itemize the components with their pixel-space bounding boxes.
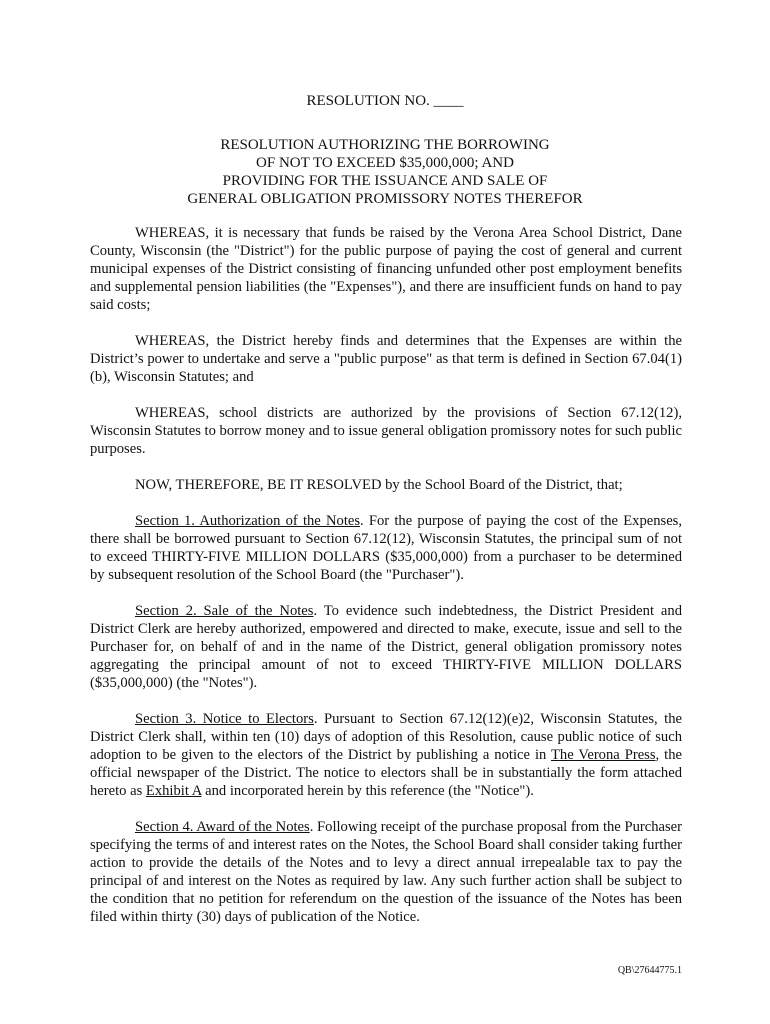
section-1-text: . For the purpose of paying the cost of the Expenses, there shall be borrowed pursuant to Section 67.12(12), Wisconsin Statutes, the principal sum of not to exceed THIRTY-FIVE MILLION DOLLARS ($35,000,000) from a purchaser to be determined by subsequent resolution of the School Board (the "Purchaser"). [90, 513, 682, 583]
section-2 [90, 602, 682, 692]
section-3-text-a: . Pursuant to Section 67.12(12)(e)2, Wisconsin Statutes, the District Clerk shall, within ten (10) days of adoption of this Resolution, cause public notice of such adoption to be given to the electors of the District by publishing a notice in [90, 711, 682, 763]
whereas-paragraph-2: WHEREAS, the District hereby finds and determines that the Expenses are within the District’s power to undertake and serve a "public purpose" as that term is defined in Section 67.04(1)(b), Wisconsin Statutes; and [90, 333, 682, 385]
document-id: QB\27644775.1 [617, 965, 682, 976]
resolution-body [90, 224, 682, 944]
section-3 [90, 710, 682, 800]
resolution-title [0, 136, 770, 208]
section-1-heading: Section 1. Authorization of the Notes [135, 513, 361, 529]
section-3-text-c: and incorporated herein by this reference (the "Notice"). [201, 783, 534, 799]
resolution-number: RESOLUTION NO. ____ [306, 93, 464, 109]
section-3-text-b: , the official newspaper of the District. The notice to electors shall be in substantially the form attached hereto as [90, 747, 682, 799]
section-4-heading: Section 4. Award of the Notes [135, 819, 310, 835]
section-4-text: . Following receipt of the purchase proposal from the Purchaser specifying the terms of and interest rates on the Notes, the School Board shall consider taking further action to provide the details of the Notes and to levy a direct annual irrepealable tax to pay the principal of and interest on the Notes as required by law. Any such further action shall be subject to the condition that no petition for referendum on the question of the issuance of the Notes has been filed within thirty (30) days of publication of the Notice. [90, 819, 682, 925]
whereas-paragraph-1: WHEREAS, it is necessary that funds be raised by the Verona Area School District, Dane County, Wisconsin (the "District") for the public purpose of paying the cost of general and current municipal expenses of the District consisting of financing unfunded other post employment benefits and supplemental pension liabilities (the "Expenses"), and there are insufficient funds on hand to pay said costs; [90, 225, 682, 313]
newspaper-name: The Verona Press [551, 747, 656, 763]
section-2-text: . To evidence such indebtedness, the District President and District Clerk are hereby authorized, empowered and directed to make, execute, issue and sell to the Purchaser for, on behalf of and in the name of the District, general obligation promissory notes aggregating the principal amount of not to exceed THIRTY-FIVE MILLION DOLLARS ($35,000,000) (the "Notes"). [90, 603, 683, 691]
section-4 [90, 818, 682, 926]
title-line: OF NOT TO EXCEED $35,000,000; AND [256, 155, 514, 171]
exhibit-reference: Exhibit A [145, 783, 202, 799]
resolved-clause: NOW, THEREFORE, BE IT RESOLVED by the School Board of the District, that; [135, 477, 623, 493]
section-3-heading: Section 3. Notice to Electors [135, 711, 314, 727]
section-1 [90, 512, 682, 584]
whereas-paragraph-3: WHEREAS, school districts are authorized by the provisions of Section 67.12(12), Wisconsin Statutes to borrow money and to issue general obligation promissory notes for such public purposes. [90, 405, 682, 457]
section-2-heading: Section 2. Sale of the Notes [135, 603, 314, 619]
title-line: PROVIDING FOR THE ISSUANCE AND SALE OF [222, 173, 548, 189]
title-line: RESOLUTION AUTHORIZING THE BORROWING [220, 137, 550, 153]
title-line: GENERAL OBLIGATION PROMISSORY NOTES THEREFOR [187, 191, 583, 207]
